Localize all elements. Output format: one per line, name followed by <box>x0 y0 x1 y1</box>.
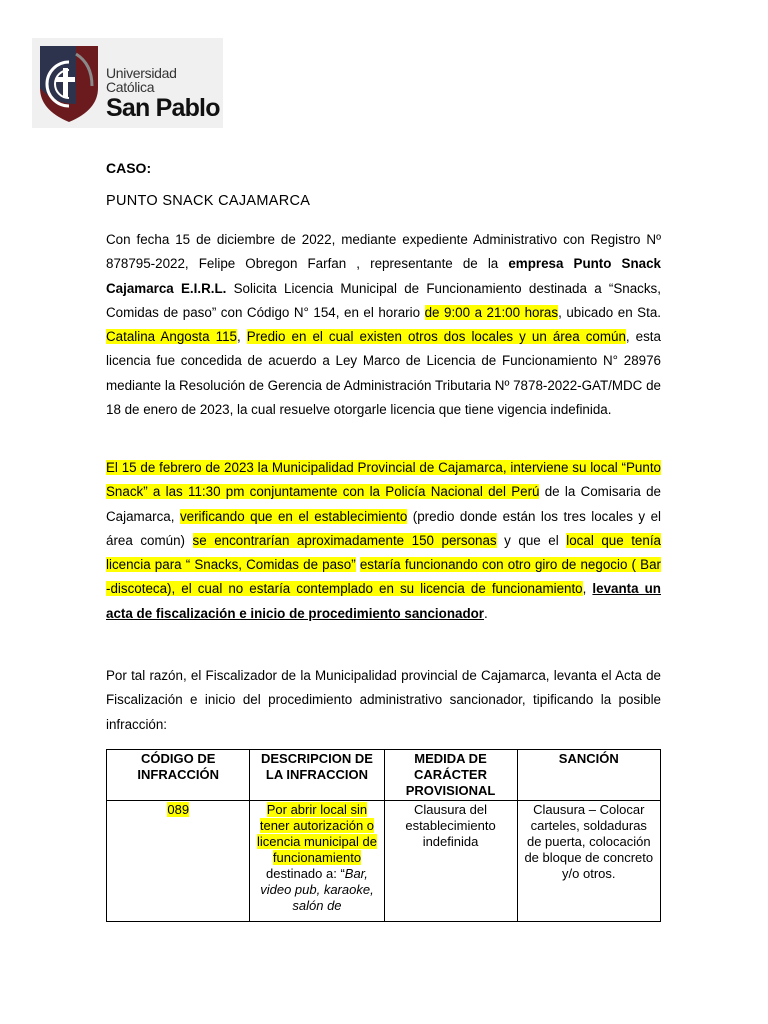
p2-highlight-business: estaría funcionando con otro giro de negocio ( Bar -discoteca), el cual no estaría contemplado en su licencia de funcionamiento <box>106 557 661 597</box>
paragraph-2 <box>106 456 661 626</box>
p2-text-1: de la Comisaria de Cajamarca, <box>106 484 661 524</box>
university-logo <box>32 38 223 128</box>
cell-measure: Clausura del establecimiento indefinida <box>384 801 517 922</box>
code-value: 089 <box>167 802 190 817</box>
p2-text-2: (predio donde están los tres locales y el área común) <box>106 508 661 548</box>
p1-text-2: Solicita Licencia Municipal de Funcionamiento destinada a “Snacks, Comidas de paso” con Código N° 154, en el horario <box>106 280 661 320</box>
description-highlight: Por abrir local sin tener autorización o licencia municipal de funcionamiento <box>256 802 377 865</box>
p1-highlight-premises: Predio en el cual existen otros dos locales y un área común <box>246 329 626 345</box>
p1-text-5: , esta licencia fue concedida de acuerdo a Ley Marco de Licencia de Funcionamiento N° 28976 mediante la Resolución de Gerencia de Administración Tributaria Nº 7878-2022-GAT/MDC de 18 de enero de 2023, la cual resuelve otorgarle licencia que tiene vigencia indefinida. <box>106 329 661 418</box>
description-italic: Bar, video pub, karaoke, salón de <box>260 866 374 913</box>
description-plain: destinado a: “ <box>266 866 345 881</box>
header-sanction: SANCIÓN <box>517 750 660 801</box>
p2-highlight-people: se encontrarían aproximadamente 150 personas <box>192 532 497 548</box>
p2-bold-act: levanta un acta de fiscalización e inicio de procedimiento sancionador <box>106 581 661 621</box>
cross-shield-icon <box>36 44 102 124</box>
case-heading: CASO: <box>106 160 152 176</box>
table-row <box>107 801 661 922</box>
logo-line-1: Universidad Católica <box>106 65 177 95</box>
p1-text-1: Con fecha 15 de diciembre de 2022, mediante expediente Administrativo con Registro Nº 878795-2022, Felipe Obregon Farfan , representante de la <box>106 232 661 272</box>
paragraph-3: Por tal razón, el Fiscalizador de la Municipalidad provincial de Cajamarca, levanta el Acta de Fiscalización e inicio del procedimiento administrativo sancionador, tipificando la posible infracción: <box>106 668 661 732</box>
p2-highlight-verification: verificando que en el establecimiento <box>179 508 408 524</box>
logo-line-2: San Pablo <box>106 94 220 122</box>
header-measure: MEDIDA DE CARÁCTER PROVISIONAL <box>384 750 517 801</box>
header-code: CÓDIGO DE INFRACCIÓN <box>107 750 250 801</box>
cell-description <box>250 801 384 922</box>
cell-sanction: Clausura – Colocar carteles, soldaduras de puerta, colocación de bloque de concreto y/o otros. <box>517 801 660 922</box>
p1-company-name: empresa Punto Snack Cajamarca E.I.R.L. <box>106 256 661 296</box>
p2-highlight-license: local que tenía licencia para “ Snacks, Comidas de paso” <box>106 532 661 573</box>
cell-code <box>107 801 250 922</box>
infraction-table <box>106 749 661 922</box>
table-header-row <box>107 750 661 801</box>
p2-text-3: y que el <box>496 532 567 548</box>
p1-highlight-address: Catalina Angosta 115 <box>106 329 237 345</box>
case-title: PUNTO SNACK CAJAMARCA <box>106 193 311 209</box>
header-description: DESCRIPCION DE LA INFRACCION <box>250 750 384 801</box>
paragraph-1 <box>106 228 661 422</box>
p1-text-3: , ubicado en Sta. <box>558 304 662 320</box>
p1-highlight-hours: de 9:00 a 21:00 horas <box>424 304 559 320</box>
p1-text-4: , <box>236 329 247 345</box>
p2-highlight-intervention: El 15 de febrero de 2023 la Municipalidad Provincial de Cajamarca, interviene su local “Punto Snack” a las 11:30 pm conjuntamente con la Policía Nacional del Perú <box>106 460 661 500</box>
p2-text-5: , <box>582 581 593 597</box>
p2-text-6: . <box>484 605 488 621</box>
